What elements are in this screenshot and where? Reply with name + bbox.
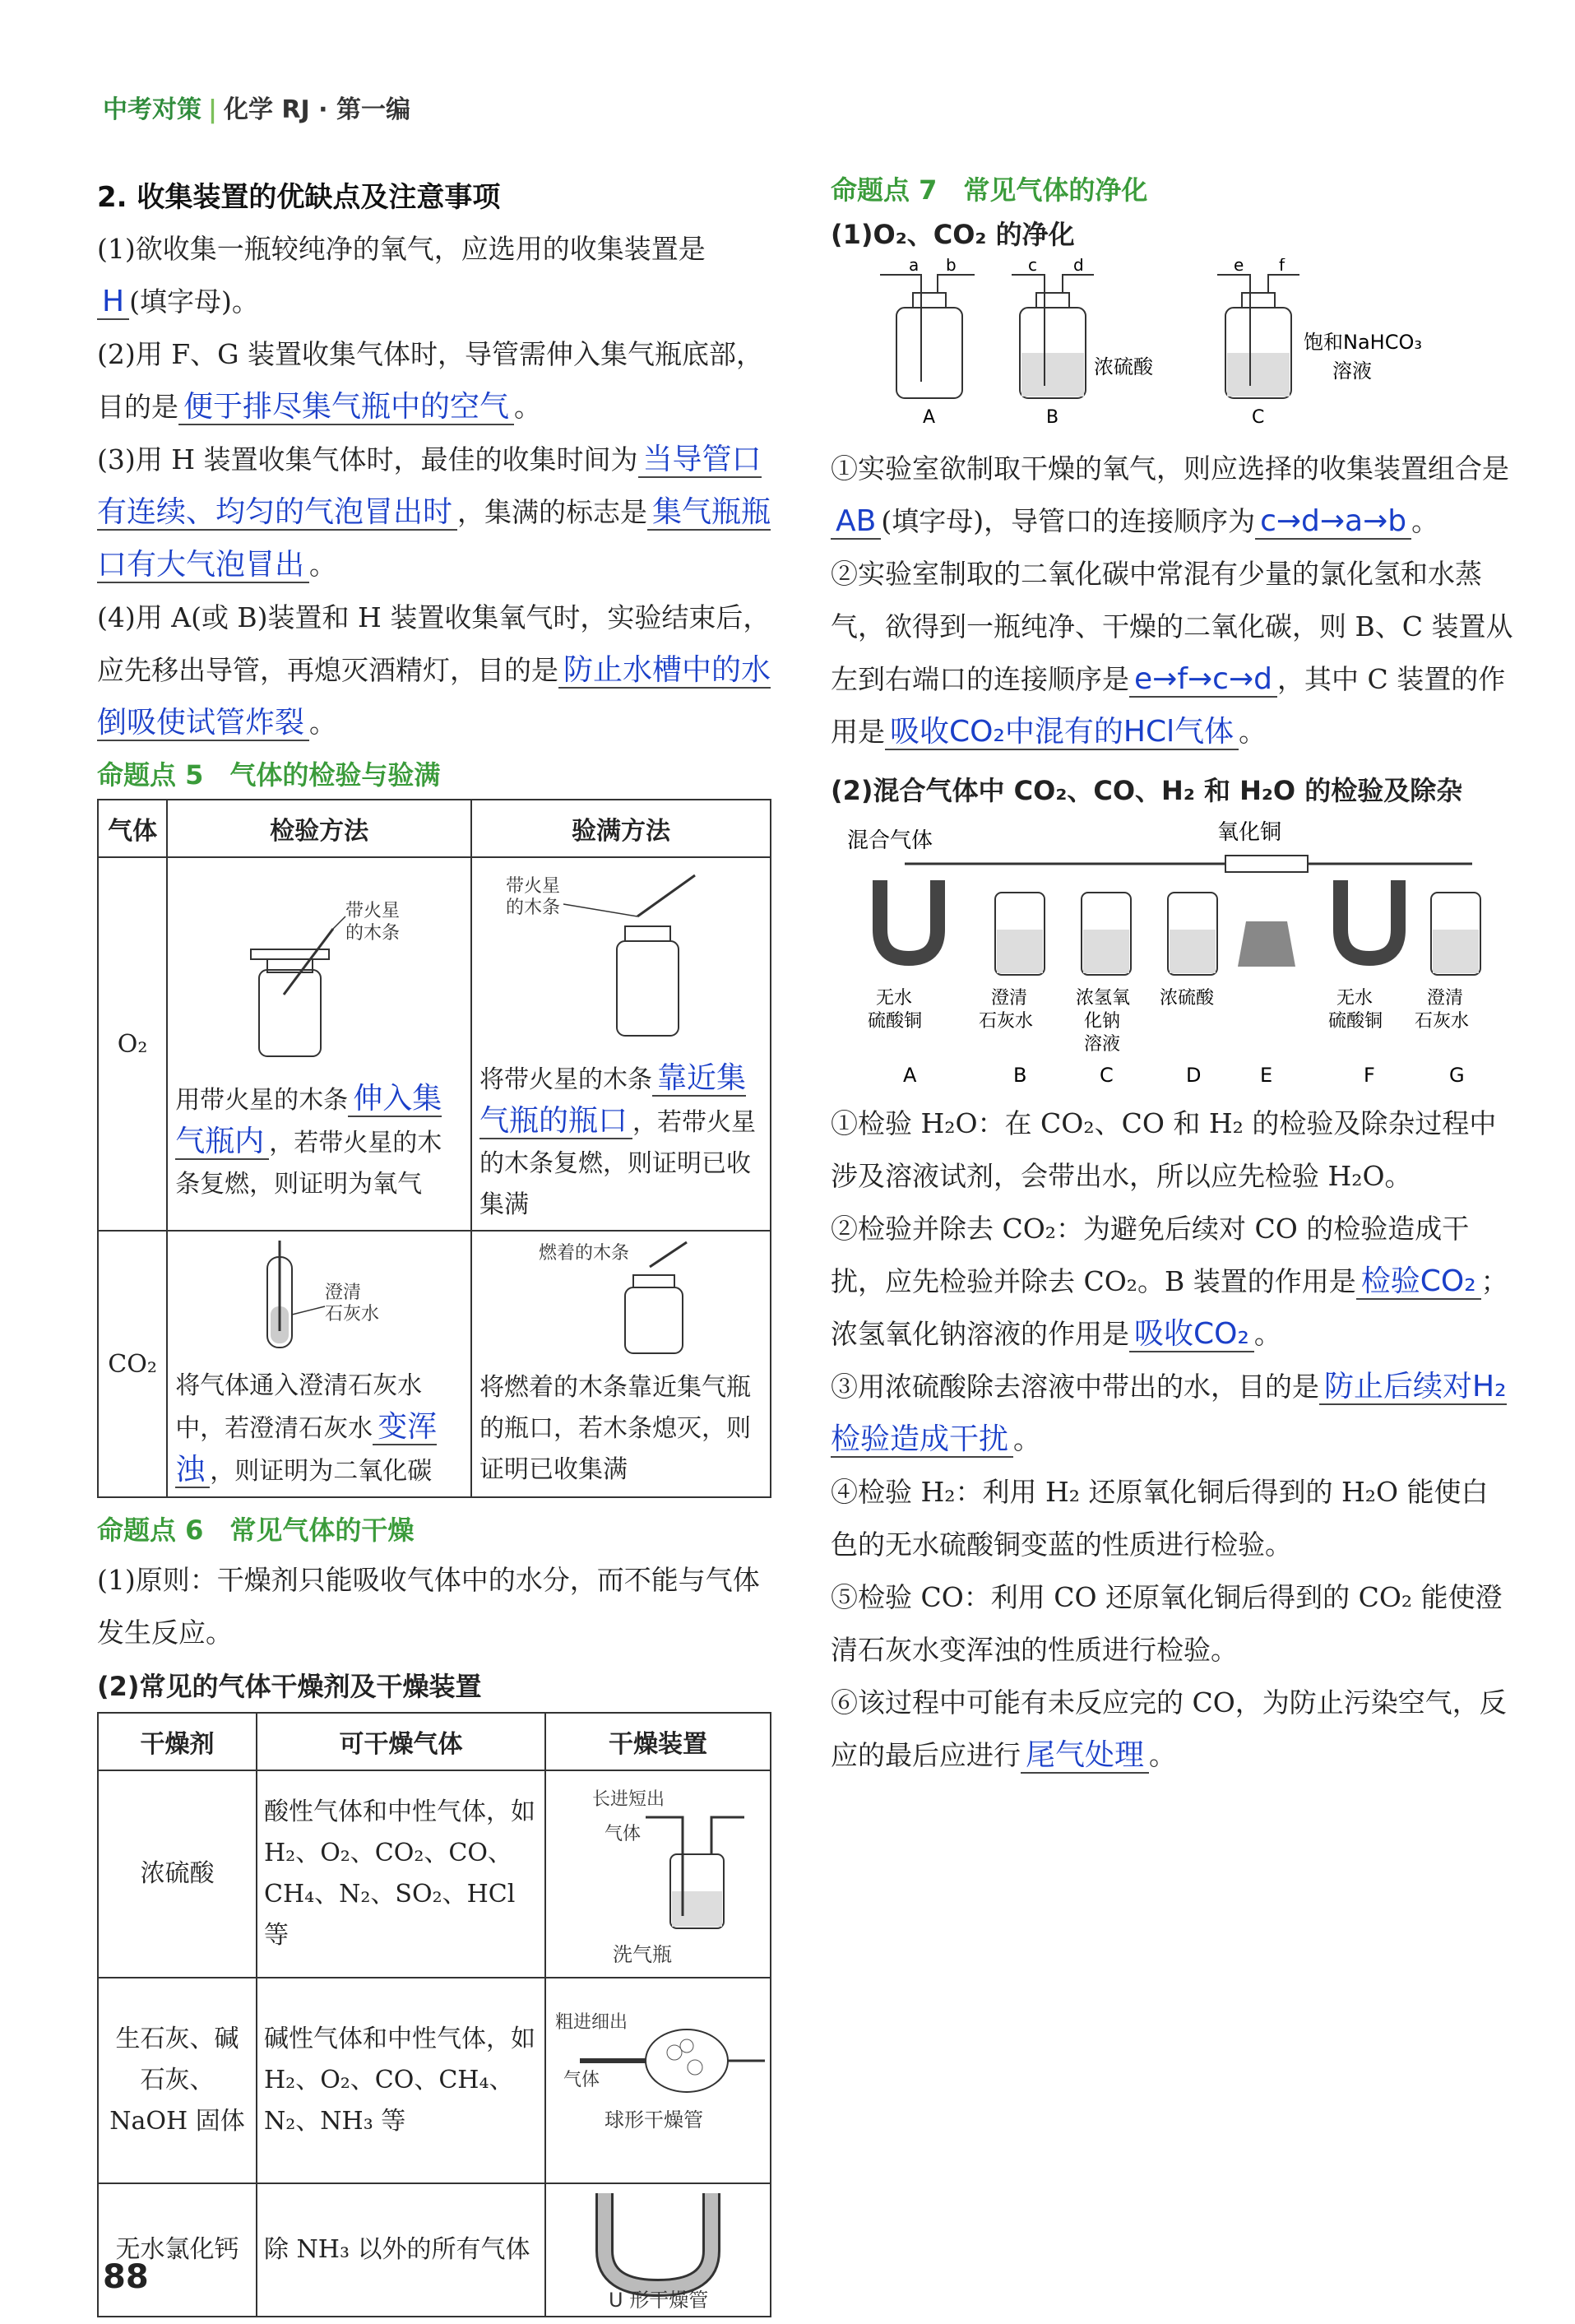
u-tube-a <box>880 880 938 958</box>
o2-test-text <box>169 1075 470 1208</box>
label-h2so4: 浓硫酸 <box>1094 355 1153 378</box>
page-number: 88 <box>103 2258 149 2296</box>
table-header-row <box>98 800 771 857</box>
port-a: a <box>909 258 920 275</box>
stick <box>284 929 333 995</box>
fig-label-l1: 带火星 <box>506 876 561 897</box>
combustion-tube <box>1225 856 1308 872</box>
device-ball-tube <box>545 1978 771 2183</box>
t6-answer: 尾气处理 <box>1021 1738 1149 1774</box>
label-B: B <box>1046 407 1059 428</box>
point-6-title: 命题点 6 常见气体的干燥 <box>97 1515 415 1546</box>
question-3 <box>97 434 771 591</box>
t2-answer-2: 吸收CO₂ <box>1129 1317 1254 1352</box>
short-tube <box>711 1817 744 1854</box>
ball-bulb <box>646 2029 728 2092</box>
point-7-title: 命题点 7 常见气体的净化 <box>831 174 1148 206</box>
p6-sub2: (2)常见的气体干燥剂及干燥装置 <box>97 1671 482 1702</box>
fig-label-b: 气体 <box>563 2070 600 2090</box>
s2 <box>831 548 1513 758</box>
q2-answer: 便于排尽集气瓶中的空气 <box>178 390 514 425</box>
t4: ④检验 H₂：利用 H₂ 还原氧化铜后得到的 H₂O 能使白色的无水硫酸铜变蓝的性质进行检验。 <box>831 1476 1489 1561</box>
t6-text: ⑥该过程中可能有未反应完的 CO，为防止污染空气，反应的最后应进行 <box>831 1686 1507 1771</box>
fig-label-l1: 澄清 <box>325 1283 362 1303</box>
t6-tail: 。 <box>1149 1739 1177 1771</box>
header-test: 检验方法 <box>167 800 471 857</box>
table-row-h2so4 <box>98 1770 771 1978</box>
fig-caption: U 形干燥管 <box>609 2289 709 2308</box>
co2-test-cell <box>167 1231 471 1497</box>
fig-label-l1: 带火星 <box>345 901 401 921</box>
sub2-title: (2)混合气体中 CO₂、CO、H₂ 和 H₂O 的检验及除杂 <box>831 775 1463 806</box>
label-nahco3: 饱和NaHCO₃ <box>1304 331 1422 354</box>
cuo-label: 氧化铜 <box>1217 820 1282 845</box>
table-row-lime <box>98 1978 771 2183</box>
right-column <box>831 165 1513 1782</box>
device-letters <box>903 1064 1465 1087</box>
table-row-cacl2 <box>98 2183 771 2317</box>
co2-test-a: 将气体通入澄清石灰水中，若澄清石灰水 <box>175 1371 423 1443</box>
question-4 <box>97 591 771 749</box>
header-separator: | <box>208 95 217 124</box>
table-row-co2 <box>98 1231 771 1497</box>
q3-tail: 。 <box>309 549 337 581</box>
device-wash-bottle <box>545 1770 771 1978</box>
liquid-d <box>1170 930 1216 973</box>
point-5-title: 命题点 5 气体的检验与验满 <box>97 759 441 791</box>
letter-G: G <box>1449 1064 1465 1087</box>
label-c-3: 溶液 <box>1084 1034 1121 1055</box>
acid-liquid <box>672 1891 722 1927</box>
o2-full-figure <box>473 859 769 1048</box>
letter-D: D <box>1186 1064 1202 1087</box>
label-c-2: 化钠 <box>1084 1011 1121 1032</box>
port-f: f <box>1279 258 1285 275</box>
u-tube-f <box>1341 880 1398 958</box>
co2-test-text <box>169 1362 470 1496</box>
tube-d <box>1063 275 1094 293</box>
header-full: 验满方法 <box>471 800 771 857</box>
stick <box>637 875 695 916</box>
co2-test-b: ，则证明为二氧化碳 <box>210 1457 433 1486</box>
left-column <box>97 165 771 2317</box>
label-c-1: 浓氢氧 <box>1076 988 1131 1009</box>
co2-full-text: 将燃着的木条靠近集气瓶的瓶口，若木条熄灭，则证明已收集满 <box>479 1373 751 1484</box>
o2-full-b: ，若带火星的木条复燃，则证明已收集满 <box>479 1108 757 1219</box>
q1-tail: (填字母)。 <box>129 285 259 318</box>
s2-answer-2: 吸收CO₂中混有的HCl气体 <box>885 715 1239 750</box>
s2-text: ②实验室制取的二氧化碳中常混有少量的氯化氢和水蒸气，欲得到一瓶纯净、干燥的二氧化碳，则 B、C 装置从左到右端口的连接顺序是 <box>831 558 1513 695</box>
co2-full-figure <box>473 1234 769 1357</box>
o2-full-cell <box>471 857 771 1231</box>
liquid-c <box>1083 930 1129 973</box>
port-c: c <box>1028 258 1037 275</box>
label-b-2: 石灰水 <box>979 1011 1034 1032</box>
liquid-b <box>997 930 1043 973</box>
label-g-2: 石灰水 <box>1415 1011 1470 1032</box>
jar-body <box>617 941 679 1036</box>
o2-test-b: ，若带火星的木条复燃，则证明为氧气 <box>175 1129 442 1199</box>
t3-answer: 防止后续对H₂检验造成干扰 <box>831 1370 1507 1456</box>
burning-stick <box>650 1242 687 1267</box>
label-f-2: 硫酸铜 <box>1328 1011 1383 1032</box>
question-2 <box>97 328 771 434</box>
s1-tail: 。 <box>1411 505 1439 537</box>
gases-lime: 碱性气体和中性气体，如 H₂、O₂、CO、CH₄、N₂、NH₃ 等 <box>257 1978 545 2183</box>
port-d: d <box>1073 258 1084 275</box>
label-C: C <box>1252 407 1265 428</box>
label-line <box>563 904 637 916</box>
header-brand: 中考对策 <box>103 95 202 124</box>
fig-caption: 洗气瓶 <box>613 1943 672 1966</box>
tube-b <box>938 275 975 293</box>
q1-text: (1)欲收集一瓶较纯净的氧气，应选用的收集装置是 <box>97 233 706 265</box>
q3-text: (3)用 H 装置收集气体时，最佳的收集时间为 <box>97 443 638 475</box>
t2-answer-1: 检验CO₂ <box>1356 1264 1481 1300</box>
sub1-title: (1)O₂、CO₂ 的净化 <box>831 219 1075 250</box>
s1-mid: (填字母)，导管口的连接顺序为 <box>881 505 1256 537</box>
q3-answer-2: 集气瓶瓶口有大气泡冒出 <box>97 495 771 582</box>
u-tube-fill <box>605 2193 711 2288</box>
p6-principle: (1)原则：干燥剂只能吸收气体中的水分，而不能与气体发生反应。 <box>97 1564 760 1649</box>
device-u-tube <box>545 2183 771 2317</box>
q4-text: (4)用 A(或 B)装置和 H 装置收集氧气时，实验结束后，应先移出导管，再熄灭酒精灯，目的是 <box>97 601 771 686</box>
s1 <box>831 443 1513 548</box>
s2-tail: 。 <box>1239 716 1267 748</box>
s1-answer-1: AB <box>831 504 881 540</box>
q4-answer: 防止水槽中的水倒吸使试管炸裂 <box>97 653 771 740</box>
q4-tail: 。 <box>309 707 337 739</box>
letter-E: E <box>1260 1064 1273 1087</box>
stopper-a <box>913 293 946 308</box>
bottle-a <box>896 308 962 398</box>
question-1 <box>97 223 771 328</box>
agent-cacl2: 无水氯化钙 <box>98 2183 257 2317</box>
o2-full-answer: 靠近集气瓶的瓶口 <box>479 1061 747 1138</box>
t2 <box>831 1203 1513 1361</box>
label-solution: 溶液 <box>1332 360 1372 383</box>
q1-answer: H <box>97 285 129 320</box>
fig-label-l2: 石灰水 <box>325 1304 380 1324</box>
t2-tail: 。 <box>1253 1318 1281 1350</box>
co2-test-answer: 变浑浊 <box>175 1410 438 1487</box>
label-g-1: 澄清 <box>1427 988 1464 1009</box>
co2-full-cell <box>471 1231 771 1497</box>
label-f-1: 无水 <box>1336 988 1373 1009</box>
section-2-title: 2. 收集装置的优缺点及注意事项 <box>97 181 501 214</box>
mix-label: 混合气体 <box>847 828 933 853</box>
ball-tube-figure <box>547 1995 769 2159</box>
page-header <box>103 89 410 125</box>
t6 <box>831 1677 1513 1782</box>
header-device: 干燥装置 <box>545 1713 771 1770</box>
label-A: A <box>923 407 936 428</box>
header-gases: 可干燥气体 <box>257 1713 545 1770</box>
o2-test-a: 用带火星的木条 <box>175 1086 349 1115</box>
s2-answer-1: e→f→c→d <box>1129 662 1277 698</box>
liquid-g <box>1433 930 1479 973</box>
gas-co2: CO₂ <box>98 1231 167 1497</box>
solution-c <box>1227 353 1290 397</box>
jar-body <box>259 970 321 1056</box>
fig-label-l2: 的木条 <box>345 923 401 944</box>
stopper-c <box>1242 293 1275 308</box>
fig-label-a: 粗进细出 <box>555 2012 628 2033</box>
header-subject: 化学 RJ · 第一编 <box>223 95 410 124</box>
mixed-gas-figure <box>831 814 1513 1094</box>
gases-h2so4: 酸性气体和中性气体，如 H₂、O₂、CO₂、CO、CH₄、N₂、SO₂、HCl 等 <box>257 1770 545 1978</box>
jar-neck <box>633 1275 674 1287</box>
header-gas: 气体 <box>98 800 167 857</box>
letter-B: B <box>1013 1064 1027 1087</box>
letter-C: C <box>1100 1064 1114 1087</box>
label-line <box>333 916 345 929</box>
label-b-1: 澄清 <box>991 988 1028 1009</box>
burner <box>1238 921 1295 967</box>
q2-tail: 。 <box>514 391 542 423</box>
s1-text: ①实验室欲制取干燥的氧气，则应选择的收集装置组合是 <box>831 452 1509 485</box>
u-tube-figure <box>547 2185 769 2308</box>
t2-text: ②检验并除去 CO₂：为避免后续对 CO 的检验造成干扰，应先检验并除去 CO₂。B 装置的作用是 <box>831 1213 1470 1297</box>
tube-f <box>1268 275 1299 293</box>
fig-label-l2: 的木条 <box>506 898 561 918</box>
label-d: 浓硫酸 <box>1160 988 1215 1009</box>
gas-test-table <box>97 799 771 1498</box>
fig-label-b: 气体 <box>605 1824 642 1844</box>
t5: ⑤检验 CO：利用 CO 还原氧化铜后得到的 CO₂ 能使澄清石灰水变浑浊的性质进行检验。 <box>831 1581 1503 1666</box>
q3-answer-1: 当导管口有连续、均匀的气泡冒出时 <box>97 443 762 529</box>
q3-mid: ，集满的标志是 <box>457 496 648 528</box>
t3-tail: 。 <box>1013 1423 1041 1455</box>
label-a-1: 无水 <box>876 988 913 1009</box>
fig-label-a: 长进短出 <box>592 1789 665 1810</box>
fig-label: 燃着的木条 <box>539 1243 630 1264</box>
port-b: b <box>946 258 957 275</box>
label-a-2: 硫酸铜 <box>868 1011 923 1032</box>
letter-A: A <box>903 1064 917 1087</box>
t3-text: ③用浓硫酸除去溶液中带出的水，目的是 <box>831 1371 1319 1403</box>
purification-figure <box>831 258 1489 439</box>
o2-test-answer: 伸入集气瓶内 <box>175 1082 442 1158</box>
o2-test-figure <box>169 879 465 1069</box>
table-header-row <box>98 1713 771 1770</box>
drying-table <box>97 1712 771 2317</box>
o2-test-cell <box>167 857 471 1231</box>
agent-h2so4: 浓硫酸 <box>98 1770 257 1978</box>
s2-mid: ，其中 C 装置的作用是 <box>831 663 1506 748</box>
q2-text: (2)用 F、G 装置收集气体时，导管需伸入集气瓶底部，目的是 <box>97 338 763 423</box>
jar-body <box>625 1287 683 1353</box>
device-labels <box>868 988 1469 1055</box>
s1-answer-2: c→d→a→b <box>1255 504 1411 540</box>
jar-neck <box>625 926 670 941</box>
o2-full-a: 将带火星的木条 <box>479 1065 652 1094</box>
acid-b <box>1021 353 1084 397</box>
fig-caption: 球形干燥管 <box>605 2108 703 2131</box>
header-agent: 干燥剂 <box>98 1713 257 1770</box>
agent-lime: 生石灰、碱石灰、NaOH 固体 <box>98 1978 257 2183</box>
wash-bottle-figure <box>547 1772 769 1969</box>
t1: ①检验 H₂O：在 CO₂、CO 和 H₂ 的检验及除杂过程中涉及溶液试剂，会带出水，所以应先检验 H₂O。 <box>831 1107 1497 1192</box>
gases-cacl2: 除 NH₃ 以外的所有气体 <box>257 2183 545 2317</box>
t3 <box>831 1361 1513 1466</box>
label-line <box>292 1306 325 1315</box>
table-row-o2 <box>98 857 771 1231</box>
port-e: e <box>1234 258 1244 275</box>
t2-mid: ；浓氢氧化钠溶液的作用是 <box>831 1265 1508 1350</box>
co2-test-figure <box>169 1232 465 1356</box>
o2-full-text <box>473 1055 769 1229</box>
letter-F: F <box>1364 1064 1375 1087</box>
gas-o2: O₂ <box>98 857 167 1231</box>
stopper-b <box>1036 293 1069 308</box>
tube-a <box>880 275 921 382</box>
